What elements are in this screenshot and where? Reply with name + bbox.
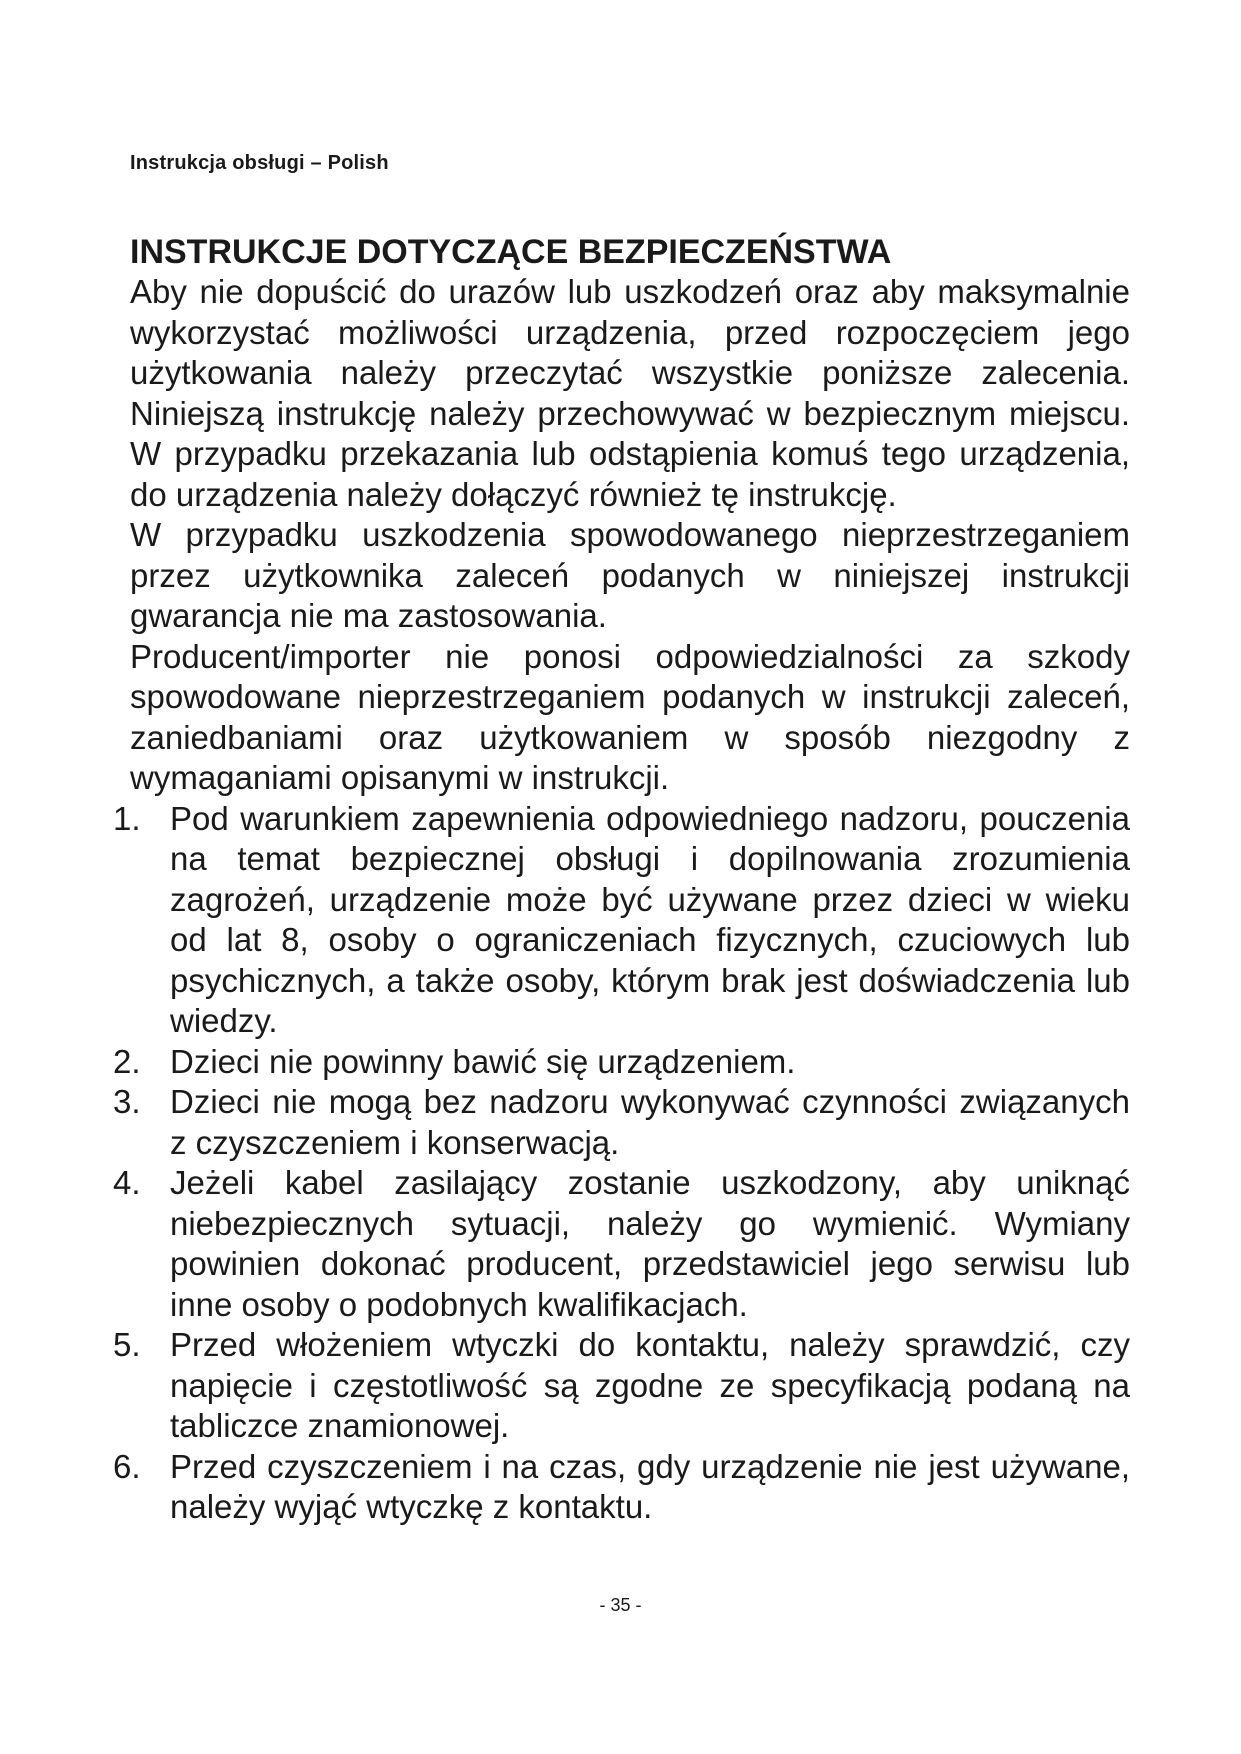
safety-section — [113, 232, 1130, 1528]
warranty-paragraph: W przypadku uszkodzenia spowodowanego nieprzestrzeganiem przez użytkownika zaleceń podanych w niniejszej instrukcji gwarancja nie ma zastosowania. — [130, 516, 1130, 634]
list-item — [113, 1447, 1130, 1528]
liability-paragraph: Producent/importer nie ponosi odpowiedzialności za szkody spowodowane nieprzestrzeganiem podanych w instrukcji zaleceń, zaniedbaniami oraz użytkowaniem w sposób niezgodny z wymaganiami opisanymi w instrukcji. — [130, 637, 1130, 796]
list-item-number: 4. — [113, 1164, 141, 1201]
list-item — [113, 1042, 1130, 1083]
list-item-text: Przed włożeniem wtyczki do kontaktu, należy sprawdzić, czy napięcie i częstotliwość są zgodne ze specyfikacją podaną na tabliczce znamionowej. — [170, 1326, 1130, 1444]
list-item-number: 6. — [113, 1447, 141, 1485]
list-item-text: Dzieci nie powinny bawić się urządzeniem. — [170, 1042, 796, 1080]
list-item-number: 2. — [113, 1042, 141, 1080]
safety-list — [113, 799, 1130, 1528]
list-item — [113, 1082, 1130, 1163]
list-item-number: 3. — [113, 1083, 141, 1120]
section-title: INSTRUKCJE DOTYCZĄCE BEZPIECZEŃSTWA — [130, 233, 892, 271]
list-item — [113, 1325, 1130, 1447]
intro-paragraph: Aby nie dopuścić do urazów lub uszkodzeń oraz aby maksymalnie wykorzystać możliwości urządzenia, przed rozpoczęciem jego użytkowania należy przeczytać wszystkie poniższe zalecenia. Niniejszą instrukcję należy przechowywać w bezpiecznym miejscu. W przypadku przekazania lub odstąpienia komuś tego urządzenia, do urządzenia należy dołączyć również tę instrukcję. — [130, 273, 1130, 513]
list-item-text: Pod warunkiem zapewnienia odpowiedniego nadzoru, pouczenia na temat bezpiecznej obsługi i dopilnowania zrozumienia zagrożeń, urządzenie może być używane przez dzieci w wieku od lat 8, osoby o ograniczeniach fizycznych, czuciowych lub psychicznych, a także osoby, którym brak jest doświadczenia lub wiedzy. — [170, 799, 1130, 1039]
running-header: Instrukcja obsługi – Polish — [130, 152, 389, 174]
list-item-number: 1. — [113, 799, 141, 837]
list-item-number: 5. — [113, 1326, 141, 1363]
page-number: - 35 - — [599, 1595, 642, 1615]
list-item — [113, 1163, 1130, 1325]
list-item-text: Jeżeli kabel zasilający zostanie uszkodzony, aby uniknąć niebezpiecznych sytuacji, należy go wymienić. Wymiany powinien dokonać producent, przedstawiciel jego serwisu lub inne osoby o podobnych kwalifikacjach. — [170, 1164, 1130, 1323]
list-item-text: Dzieci nie mogą bez nadzoru wykonywać czynności związanych z czyszczeniem i konserwacją. — [170, 1083, 1130, 1161]
list-item — [113, 799, 1130, 1042]
list-item-text: Przed czyszczeniem i na czas, gdy urządzenie nie jest używane, należy wyjąć wtyczkę z kontaktu. — [170, 1447, 1130, 1525]
